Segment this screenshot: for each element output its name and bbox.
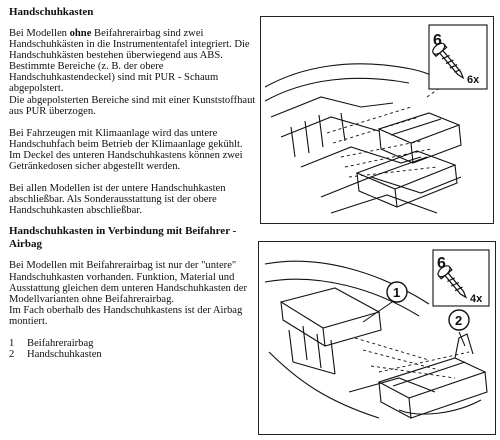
paragraph-materials-emphasis: ohne xyxy=(69,28,92,39)
screw-number-label: 6 xyxy=(437,255,446,272)
glovebox-drawing xyxy=(261,17,493,223)
paragraph-materials-pre: Bei Modellen xyxy=(9,28,70,39)
legend-list xyxy=(9,338,256,360)
figure-glovebox-upper xyxy=(260,16,494,224)
screw-quantity-label: 4x xyxy=(470,293,483,305)
legend-number: 1 xyxy=(9,337,15,349)
figure-glovebox-airbag xyxy=(258,241,496,435)
legend-label: Handschuhkasten xyxy=(27,349,102,361)
airbag-drawing xyxy=(259,242,495,434)
screw-quantity-label: 6x xyxy=(467,74,480,86)
paragraph-materials xyxy=(9,28,256,95)
section-title-glovebox: Handschuhkasten xyxy=(9,6,94,18)
callout-number-glovebox: 2 xyxy=(455,313,463,328)
paragraph-climate: Bei Fahrzeugen mit Klimaanlage wird das untere Handschuhfach beim Betrieb der Klimaanlage gekühlt. Im Deckel des unteren Handschuhkastens können zwei Getränkedosen sicher abgestellt werden. xyxy=(9,127,243,173)
paragraph-materials-cont: Die abgepolsterten Bereiche sind mit einer Kunststoffhaut aus PUR überzogen. xyxy=(9,94,256,117)
callout-number-airbag: 1 xyxy=(393,285,401,300)
paragraph-airbag: Bei Modellen mit Beifahrerairbag ist nur der "untere" Handschuhkasten vorhanden. Funktion, Material und Ausstattung gleichen dem unteren Handschuhkasten der Modellvarianten ohne Beifahrerairbag. xyxy=(9,260,247,305)
legend-number: 2 xyxy=(9,349,15,361)
section-title-airbag: Handschuhkasten in Verbindung mit Beifahrer - Airbag xyxy=(9,225,237,251)
text-column xyxy=(9,6,256,360)
paragraph-airbag-cont: Im Fach oberhalb des Handschuhkastens ist der Airbag montiert. xyxy=(9,304,243,327)
legend-label: Beifahrerairbag xyxy=(27,337,94,349)
screw-number-label: 6 xyxy=(433,32,442,49)
paragraph-lockable: Bei allen Modellen ist der untere Handschuhkasten abschließbar. Als Sonderausstattung ist der obere Handschuhkasten abschließbar. xyxy=(9,183,226,217)
paragraph-materials-post: Beifahrerairbag sind zwei Handschuhkästen in die Instrumententafel integriert. Die Handschuhkästen bestehen überwiegend aus ABS. Bestimmte Bereiche (z. B. der obere Handschuhkastendeckel) sind mit PUR - Schaum abgepolstert. xyxy=(9,28,250,95)
